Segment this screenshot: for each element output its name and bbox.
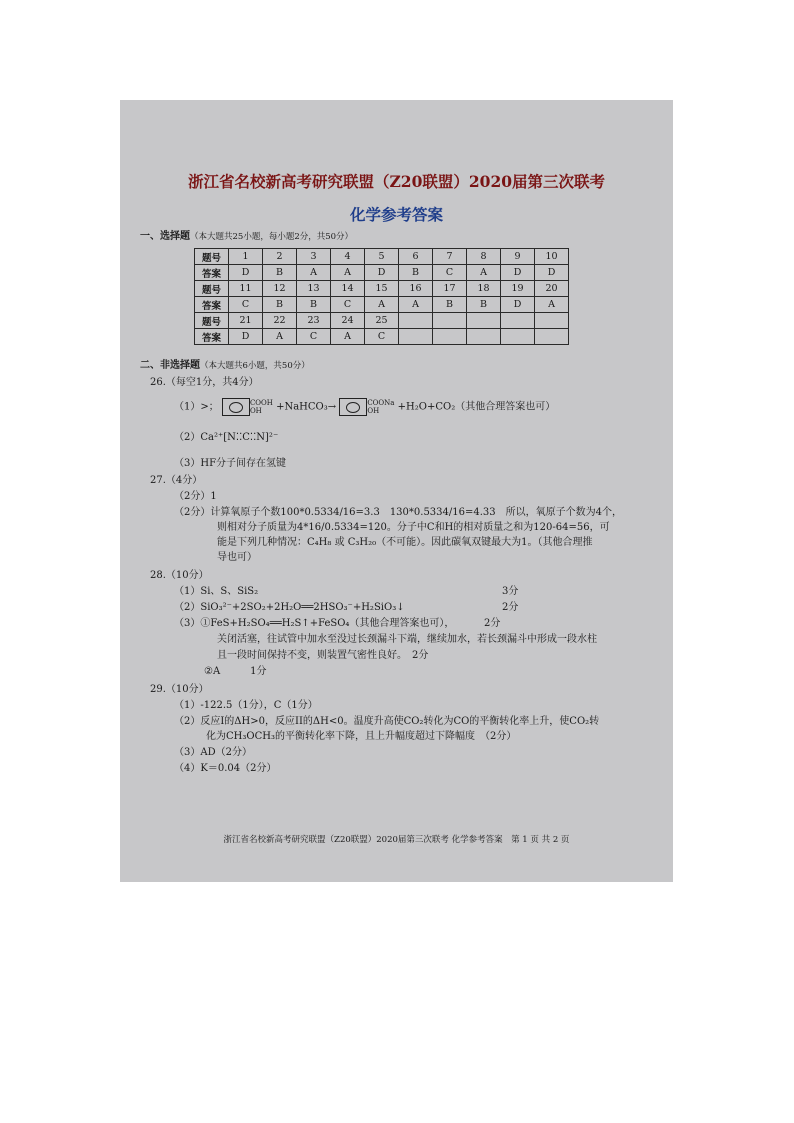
table-row	[195, 329, 569, 345]
table-cell: 12	[263, 281, 297, 297]
table-cell: 14	[331, 281, 365, 297]
q27-heading: 27.（4分）	[150, 475, 203, 486]
table-cell: 15	[365, 281, 399, 297]
table-cell: 8	[467, 249, 501, 265]
section1-heading	[140, 230, 353, 244]
table-row	[195, 313, 569, 329]
q29-line4: （3）AD（2分）	[174, 747, 252, 758]
table-cell: 5	[365, 249, 399, 265]
table-cell: C	[229, 297, 263, 313]
q26-cooh: COOH	[249, 399, 273, 407]
table-cell: D	[501, 297, 535, 313]
q26-l1-c: +H₂O+CO₂（其他合理答案也可）	[397, 401, 556, 413]
table-cell: 22	[263, 313, 297, 329]
q28-line2-score: 2分	[502, 602, 519, 613]
table-row	[195, 281, 569, 297]
q28-line1-score: 3分	[502, 586, 519, 597]
q26-heading: 26.（每空1分，共4分）	[150, 377, 259, 388]
q28-heading: 28.（10分）	[150, 570, 209, 581]
q28-line4: 关闭活塞，往试管中加水至没过长颈漏斗下端，继续加水，若长颈漏斗中形成一段水柱	[217, 634, 597, 645]
table-cell: 3	[297, 249, 331, 265]
table-cell	[399, 329, 433, 345]
table-cell: A	[399, 297, 433, 313]
benzene-ring-icon	[222, 398, 250, 416]
table-cell: D	[365, 265, 399, 281]
q27-line1: （2分）1	[174, 491, 217, 502]
table-cell: A	[263, 329, 297, 345]
page-title: 浙江省名校新高考研究联盟（Z20联盟）2020届第三次联考	[187, 172, 606, 191]
q28-line3-score: 2分	[484, 618, 501, 629]
q26-oh: OH	[249, 407, 262, 415]
q29-line5: （4）K＝0.04（2分）	[174, 763, 277, 774]
section2-heading	[140, 359, 310, 373]
table-row-label: 题号	[195, 313, 229, 329]
table-cell	[501, 313, 535, 329]
table-cell: 6	[399, 249, 433, 265]
q28-line2: （2）SiO₃²⁻+2SO₂+2H₂O══2HSO₃⁻+H₂SiO₃↓	[174, 602, 405, 613]
table-cell: 2	[263, 249, 297, 265]
table-row-label: 题号	[195, 249, 229, 265]
section1-note: （本大题共25小题，每小题2分，共50分）	[190, 232, 354, 242]
table-row-label: 答案	[195, 329, 229, 345]
table-cell: 25	[365, 313, 399, 329]
q26-oh2: OH	[367, 407, 380, 415]
table-cell: C	[297, 329, 331, 345]
q26-l1-b: +NaHCO₃→	[276, 401, 337, 413]
page-footer: 浙江省名校新高考研究联盟（Z20联盟）2020届第三次联考 化学参考答案 第 1 页 共 2 页	[223, 835, 570, 845]
answer-sheet	[120, 100, 673, 882]
table-cell: 19	[501, 281, 535, 297]
q26-line3: （3）HF分子间存在氢键	[174, 458, 287, 469]
table-cell: 13	[297, 281, 331, 297]
table-cell: 18	[467, 281, 501, 297]
table-row	[195, 297, 569, 313]
table-cell: D	[535, 265, 569, 281]
table-cell: C	[433, 265, 467, 281]
table-row-label: 答案	[195, 297, 229, 313]
q29-line3: 化为CH₃OCH₃的平衡转化率下降，且上升幅度超过下降幅度 （2分）	[206, 731, 517, 742]
table-row-label: 题号	[195, 281, 229, 297]
table-cell: D	[501, 265, 535, 281]
table-cell: C	[365, 329, 399, 345]
table-cell	[535, 313, 569, 329]
table-cell: B	[263, 297, 297, 313]
table-cell: 10	[535, 249, 569, 265]
q27-line5: 导也可）	[217, 552, 257, 563]
q28-line1: （1）Si、S、SiS₂	[174, 586, 259, 597]
table-row	[195, 265, 569, 281]
table-cell: B	[399, 265, 433, 281]
table-cell: 23	[297, 313, 331, 329]
table-cell: D	[229, 265, 263, 281]
table-cell: 17	[433, 281, 467, 297]
q26-cooh-stack	[250, 399, 273, 415]
table-cell: B	[297, 297, 331, 313]
table-cell: 16	[399, 281, 433, 297]
q27-line4: 能是下列几种情况：C₄H₈ 或 C₃H₂₀（不可能）。因此碳氧双键最大为1。（其他合理推	[217, 537, 593, 548]
table-cell: 4	[331, 249, 365, 265]
table-cell	[467, 313, 501, 329]
table-cell: 1	[229, 249, 263, 265]
table-cell: 24	[331, 313, 365, 329]
page-subtitle: 化学参考答案	[349, 205, 443, 224]
q26-line2: （2）Ca²⁺[N⁚⁚C⁚⁚N]²⁻	[174, 432, 279, 443]
table-cell: A	[365, 297, 399, 313]
table-cell	[467, 329, 501, 345]
table-cell: A	[535, 297, 569, 313]
q26-coona: COONa	[367, 399, 395, 407]
table-cell: 7	[433, 249, 467, 265]
q26-coona-stack	[367, 399, 394, 415]
q29-heading: 29.（10分）	[150, 684, 209, 695]
table-cell: 20	[535, 281, 569, 297]
table-cell: 9	[501, 249, 535, 265]
table-cell	[433, 313, 467, 329]
table-cell: A	[331, 329, 365, 345]
table-cell: D	[229, 329, 263, 345]
table-cell	[433, 329, 467, 345]
section1-label: 一、选择题	[140, 231, 190, 242]
table-cell: C	[331, 297, 365, 313]
q29-line2: （2）反应I的ΔH>0，反应II的ΔH<0。温度升高使CO₂转化为CO的平衡转化率上升，使CO₂转	[174, 716, 600, 727]
q27-line2: （2分）计算氧原子个数100*0.5334/16=3.3 130*0.5334/16=4.33 所以，氧原子个数为4个，	[174, 507, 622, 518]
table-cell: 21	[229, 313, 263, 329]
table-row	[195, 249, 569, 265]
table-cell	[501, 329, 535, 345]
table-cell: A	[331, 265, 365, 281]
benzene-ring-icon-2	[339, 398, 367, 416]
answer-table	[194, 248, 569, 345]
table-cell	[535, 329, 569, 345]
section2-note: （本大题共6小题，共50分）	[200, 361, 310, 371]
q26-l1-a: （1）>；	[174, 401, 219, 413]
table-row-label: 答案	[195, 265, 229, 281]
table-cell: B	[433, 297, 467, 313]
table-cell: A	[297, 265, 331, 281]
table-cell: B	[467, 297, 501, 313]
table-cell: 11	[229, 281, 263, 297]
section2-label: 二、非选择题	[140, 360, 200, 371]
q28-line3: （3）①FeS+H₂SO₄══H₂S↑+FeSO₄（其他合理答案也可），	[174, 618, 455, 629]
table-cell: A	[467, 265, 501, 281]
table-cell: B	[263, 265, 297, 281]
q27-line3: 则相对分子质量为4*16/0.5334=120。分子中C和H的相对质量之和为120-64=56，可	[217, 522, 610, 533]
q26-line1	[174, 398, 555, 416]
q29-line1: （1）-122.5（1分），C（1分）	[174, 700, 318, 711]
q28-line6: ②A 1分	[204, 666, 267, 677]
q28-line5: 且一段时间保持不变，则装置气密性良好。 2分	[217, 650, 429, 661]
table-cell	[399, 313, 433, 329]
